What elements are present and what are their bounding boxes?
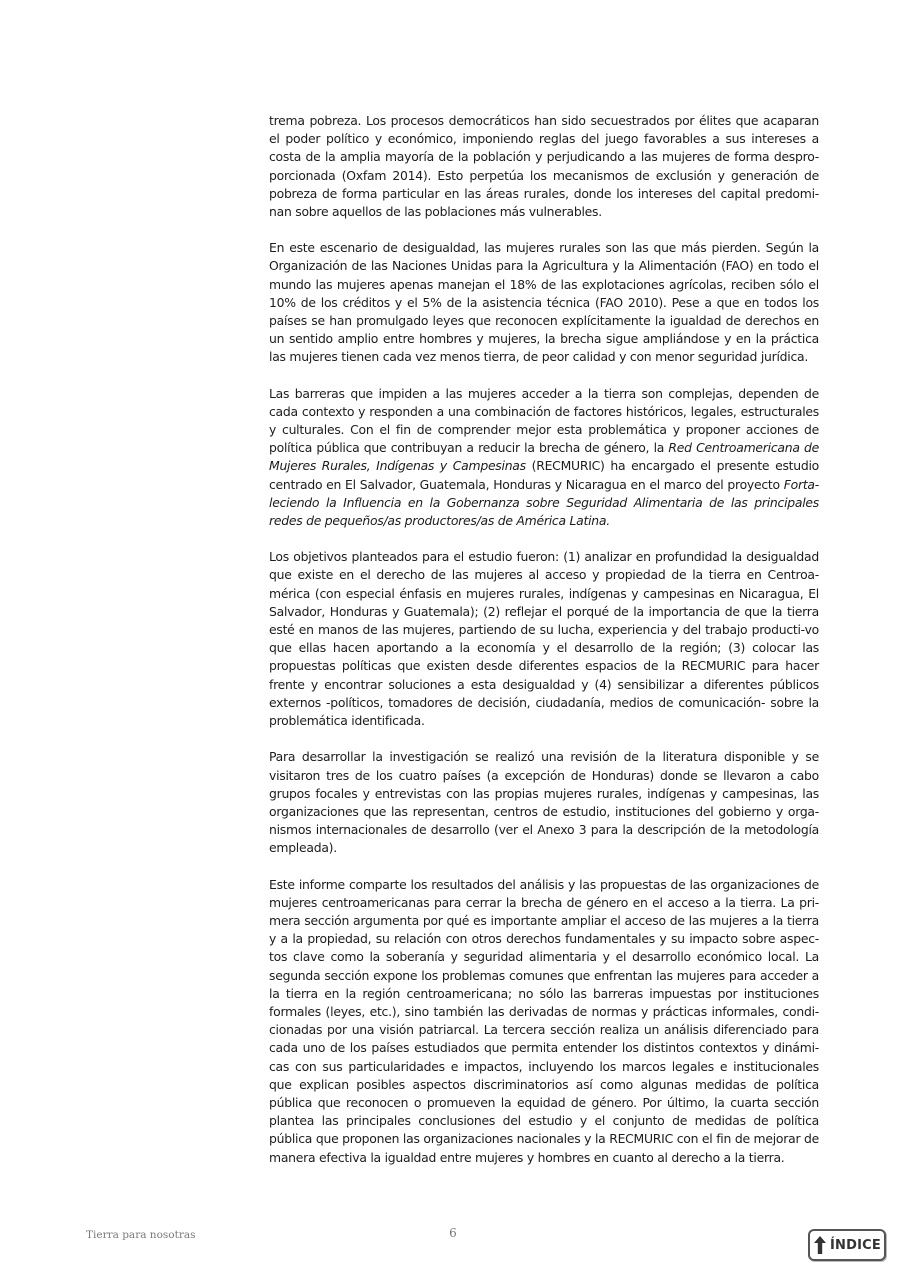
paragraph-4: Los objetivos planteados para el estudio fueron: (1) analizar en profundidad la desigualdad que existe en el derecho de las mujeres al acceso y propiedad de la tierra en Centroa-mérica (con especial énfasis en mujeres rurales, indígenas y campesinas en Nicaragua, El Salvador, Honduras y Guatemala); (2) reflejar el porqué de la importancia de que la tierra esté en manos de las mujeres, partiendo de su lucha, experiencia y del trabajo producti-vo que ellas hacen aportando a la economía y el desarrollo de la región; (3) colocar las propuestas políticas que existen desde diferentes espacios de la RECMURIC para hacer frente y encontrar soluciones a esta desigualdad y (4) sensibilizar a diferentes públicos externos -políticos, tomadores de decisión, ciudadanía, medios de comunicación- sobre la problemática identificada. — [269, 549, 819, 729]
paragraph-3-text-a: Las barreras que impiden a las mujeres acceder a la tierra son complejas, dependen de cada contexto y responden a una combinación de factores históricos, legales, estructurales y culturales. Con el fin de comprender mejor esta problemática y proponer acciones de política pública que contribuyan a reducir la brecha de género, la — [269, 385, 819, 456]
body-text — [269, 112, 819, 1185]
index-button-label: ÍNDICE — [830, 1237, 881, 1253]
arrow-up-icon — [813, 1235, 827, 1255]
paragraph-2: En este escenario de desigualdad, las mujeres rurales son las que más pierden. Según la Organización de las Naciones Unidas para la Agricultura y la Alimentación (FAO) en todo el mundo las mujeres apenas manejan el 18% de las explotaciones agrícolas, reciben sólo el 10% de los créditos y el 5% de la asistencia técnica (FAO 2010). Pese a que en todos los países se han promulgado leyes que reconocen explícitamente la igualdad de derechos en un sentido amplio entre hombres y mujeres, la brecha sigue ampliándose y en la práctica las mujeres tienen cada vez menos tierra, de peor calidad y con menor seguridad jurídica. — [269, 240, 819, 365]
paragraph-3 — [269, 385, 819, 531]
project-name: Forta-leciendo la Influencia en la Gobernanza sobre Seguridad Alimentaria de las principales redes de pequeños/as productores/as de América Latina. — [269, 476, 819, 529]
paragraph-6: Este informe comparte los resultados del análisis y las propuestas de las organizaciones de mujeres centroamericanas para cerrar la brecha de género en el acceso a la tierra. La pri-mera sección argumenta por qué es importante ampliar el acceso de las mujeres a la tierra y a la propiedad, su relación con otros derechos fundamentales y su impacto sobre aspec-tos clave como la soberanía y seguridad alimentaria y el desarrollo económico local. La segunda sección expone los problemas comunes que enfrentan las mujeres para acceder a la tierra en la región centroamericana; no sólo las barreras impuestas por instituciones formales (leyes, etc.), sino también las derivadas de normas y prácticas informales, condi-cionadas por una visión patriarcal. La tercera sección realiza un análisis diferenciado para cada uno de los países estudiados que permita entender los distintos contextos y dinámi-cas con sus particularidades e impactos, incluyendo los marcos legales e institucionales que explican posibles aspectos discriminatorios así como algunas medidas de política pública que reconocen o promueven la equidad de género. Por último, la cuarta sección plantea las principales conclusiones del estudio y el conjunto de medidas de política pública que proponen las organizaciones nacionales y la RECMURIC con el fin de mejorar de manera efectiva la igualdad entre mujeres y hombres en cuanto al derecho a la tierra. — [269, 876, 819, 1165]
paragraph-5: Para desarrollar la investigación se realizó una revisión de la literatura disponible y se visitaron tres de los cuatro países (a excepción de Honduras) donde se llevaron a cabo grupos focales y entrevistas con las propias mujeres rurales, indígenas y campesinas, las organizaciones que las representan, centros de estudio, instituciones del gobierno y orga-nismos internacionales de desarrollo (ver el Anexo 3 para la descripción de la metodología empleada). — [269, 749, 819, 856]
paragraph-1: trema pobreza. Los procesos democráticos han sido secuestrados por élites que acaparan el poder político y económico, imponiendo reglas del juego favorables a sus intereses a costa de la amplia mayoría de la población y perjudicando a las mujeres de forma despro-porcionada (Oxfam 2014). Esto perpetúa los mecanismos de exclusión y generación de pobreza de forma particular en las áreas rurales, donde los intereses del capital predomi-nan sobre aquellos de las poblaciones más vulnerables. — [269, 113, 819, 220]
page-number: 6 — [449, 1226, 457, 1240]
footer-document-title: Tierra para nosotras — [86, 1229, 196, 1241]
network-name: Red Centroamericana de Mujeres Rurales, Indígenas y Campesinas — [269, 440, 819, 474]
index-button[interactable] — [808, 1229, 886, 1261]
paragraph-3-text-c: (RECMURIC) ha encargado el presente estudio centrado en El Salvador, Guatemala, Honduras y Nicaragua en el marco del proyecto — [269, 458, 820, 492]
